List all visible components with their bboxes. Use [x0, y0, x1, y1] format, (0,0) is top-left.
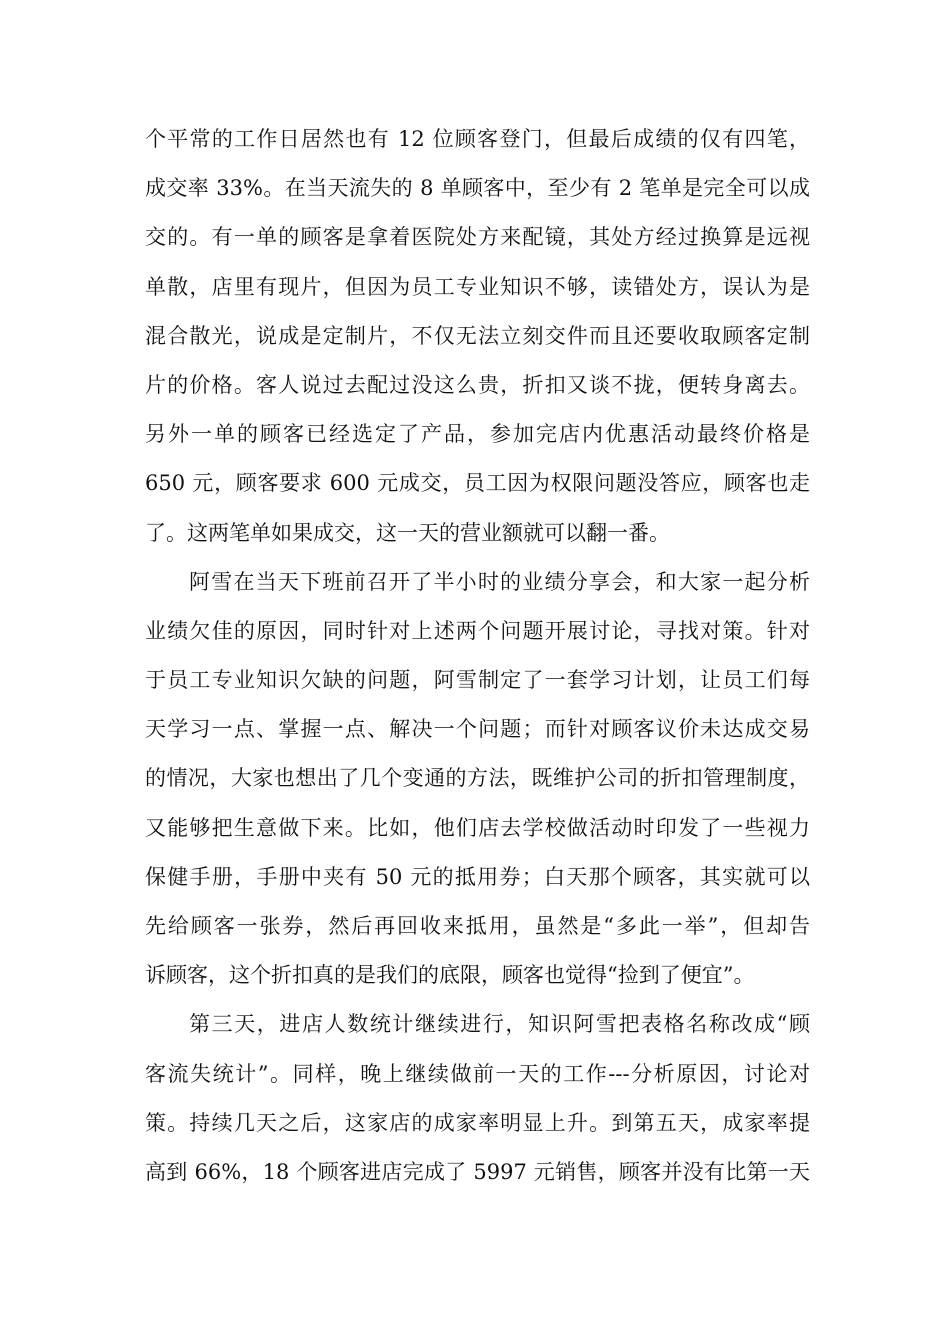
text-line: 诉顾客，这个折扣真的是我们的底限，顾客也觉得“捡到了便宜”。 [145, 963, 755, 988]
text-line: 阿雪在当天下班前召开了半小时的业绩分享会，和大家一起分析 [189, 569, 810, 594]
text-line: 片的价格。客人说过去配过没这么贵，折扣又谈不拢，便转身离去。 [145, 372, 810, 397]
body-text [145, 115, 810, 1197]
text-line: 业绩欠佳的原因，同时针对上述两个问题开展讨论，寻找对策。针对 [145, 618, 810, 643]
text-line: 混合散光，说成是定制片，不仅无法立刻交件而且还要收取顾客定制 [145, 323, 810, 348]
text-line: 第三天，进店人数统计继续进行，知识阿雪把表格名称改成“顾 [189, 1012, 810, 1037]
text-line: 了。这两笔单如果成交，这一天的营业额就可以翻一番。 [145, 520, 670, 545]
text-line: 于员工专业知识欠缺的问题，阿雪制定了一套学习计划，让员工们每 [145, 668, 810, 693]
text-line: 策。持续几天之后，这家店的成家率明显上升。到第五天，成家率提 [145, 1110, 810, 1135]
text-line: 交的。有一单的顾客是拿着医院处方来配镜，其处方经过换算是远视 [145, 225, 810, 250]
text-line: 高到 66%，18 个顾客进店完成了 5997 元销售，顾客并没有比第一天 [145, 1159, 810, 1184]
text-line: 天学习一点、掌握一点、解决一个问题；而针对顾客议价未达成交易 [145, 717, 810, 742]
text-line: 650 元，顾客要求 600 元成交，员工因为权限问题没答应，顾客也走 [145, 471, 810, 496]
text-line: 另外一单的顾客已经选定了产品，参加完店内优惠活动最终价格是 [145, 422, 810, 447]
text-line: 先给顾客一张券，然后再回收来抵用，虽然是“多此一举”，但却告 [145, 914, 810, 938]
text-line: 又能够把生意做下来。比如，他们店去学校做活动时印发了一些视力 [145, 815, 810, 840]
text-line: 的情况，大家也想出了几个变通的方法，既维护公司的折扣管理制度， [145, 766, 810, 791]
text-line: 保健手册，手册中夹有 50 元的抵用券；白天那个顾客，其实就可以 [145, 864, 810, 889]
text-line: 客流失统计”。同样，晚上继续做前一天的工作---分析原因，讨论对 [145, 1061, 810, 1086]
text-line: 单散，店里有现片，但因为员工专业知识不够，读错处方，误认为是 [145, 274, 810, 299]
text-line: 个平常的工作日居然也有 12 位顾客登门，但最后成绩的仅有四笔， [145, 127, 810, 151]
text-line: 成交率 33%。在当天流失的 8 单顾客中，至少有 2 笔单是完全可以成 [145, 176, 810, 201]
